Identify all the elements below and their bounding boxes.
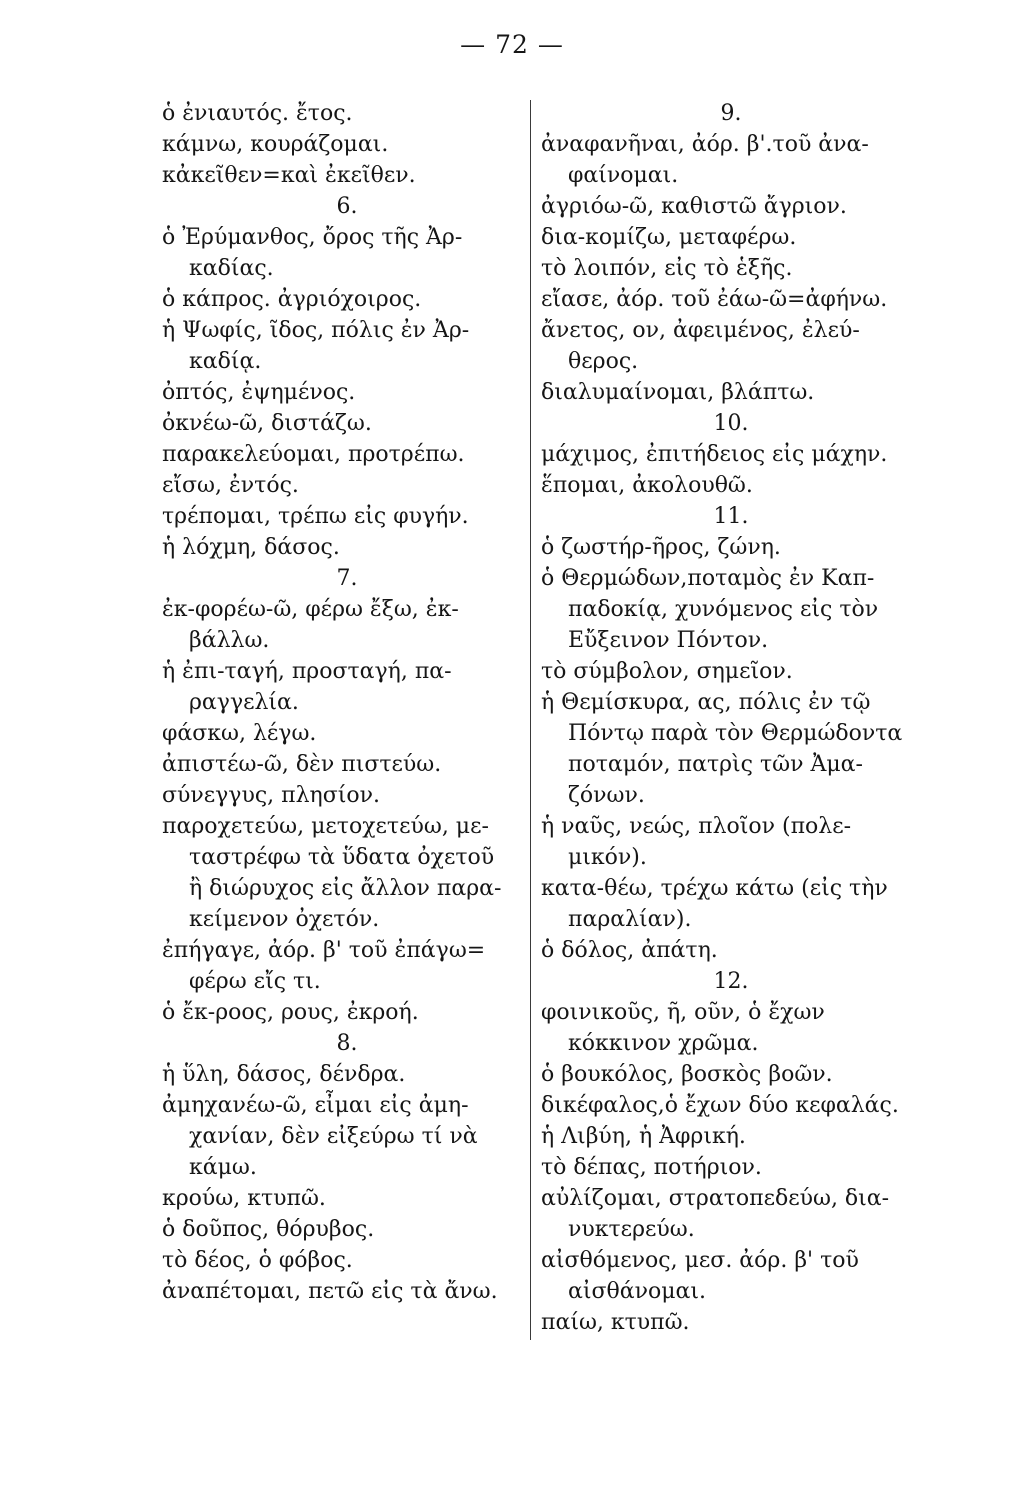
glossary-entry: ἕπομαι, ἀκολουθῶ. xyxy=(541,473,753,498)
glossary-line-continuation: φαίνομαι. xyxy=(568,163,679,188)
glossary-entry: τὸ δέος, ὁ φόβος. xyxy=(162,1248,353,1273)
glossary-entry: ὁ κάπρος. ἀγριόχοιρος. xyxy=(162,287,422,312)
glossary-line-continuation: παδοκίᾳ, χυνόμενος εἰς τὸν xyxy=(568,597,879,622)
glossary-line-continuation: βάλλω. xyxy=(189,628,270,653)
glossary-line-continuation: ταστρέφω τὰ ὕδατα ὀχετοῦ xyxy=(189,845,495,870)
glossary-entry: τὸ δέπας, ποτήριον. xyxy=(541,1155,762,1180)
glossary-entry: ὁ Ἐρύμανθος, ὄρος τῆς Ἀρ- xyxy=(162,225,463,250)
glossary-entry: ὁ βουκόλος, βοσκὸς βοῶν. xyxy=(541,1062,833,1087)
glossary-entry: αὐλίζομαι, στρατοπεδεύω, δια- xyxy=(541,1186,890,1211)
glossary-entry: ὁ δόλος, ἀπάτη. xyxy=(541,938,718,963)
glossary-entry: ἡ λόχμη, δάσος. xyxy=(162,535,340,560)
glossary-entry: παροχετεύω, μετοχετεύω, με- xyxy=(162,814,489,839)
glossary-entry: τὸ σύμβολον, σημεῖον. xyxy=(541,659,793,684)
right-column xyxy=(541,98,921,1338)
glossary-line-continuation: φέρω εἴς τι. xyxy=(189,969,321,994)
glossary-line-continuation: μικόν). xyxy=(568,845,647,870)
glossary-line-continuation: θερος. xyxy=(568,349,639,374)
glossary-entry: εἴασε, ἀόρ. τοῦ ἐάω-ῶ=ἀφήνω. xyxy=(541,287,888,312)
glossary-line-continuation: καδίᾳ. xyxy=(189,349,262,374)
glossary-entry: κρούω, κτυπῶ. xyxy=(162,1186,326,1211)
glossary-entry: δικέφαλος,ὁ ἔχων δύο κεφαλάς. xyxy=(541,1093,899,1118)
glossary-line-continuation: νυκτερεύω. xyxy=(568,1217,695,1242)
glossary-entry: εἴσω, ἐντός. xyxy=(162,473,299,498)
glossary-entry: παίω, κτυπῶ. xyxy=(541,1310,690,1335)
glossary-entry: ὀκνέω-ῶ, διστάζω. xyxy=(162,411,372,436)
glossary-entry: ἄνετος, ον, ἀφειμένος, ἐλεύ- xyxy=(541,318,860,343)
glossary-entry: ἡ ἐπι-ταγή, προσταγή, πα- xyxy=(162,659,452,684)
glossary-entry: ἡ Λιβύη, ἡ Ἀφρική. xyxy=(541,1124,746,1149)
section-number: 7. xyxy=(336,566,358,591)
glossary-entry: ἀπιστέω-ῶ, δὲν πιστεύω. xyxy=(162,752,442,777)
glossary-line-continuation: κείμενον ὀχετόν. xyxy=(189,907,380,932)
glossary-entry: ὁ ἐνιαυτός. ἔτος. xyxy=(162,101,353,126)
glossary-entry: κάμνω, κουράζομαι. xyxy=(162,132,389,157)
glossary-entry: παρακελεύομαι, προτρέπω. xyxy=(162,442,465,467)
glossary-entry: ἐπήγαγε, ἀόρ. β' τοῦ ἐπάγω= xyxy=(162,938,486,963)
glossary-entry: κατα-θέω, τρέχω κάτω (εἰς τὴν xyxy=(541,876,888,901)
glossary-entry: τὸ λοιπόν, εἰς τὸ ἑξῆς. xyxy=(541,256,793,281)
glossary-entry: ἐκ-φορέω-ῶ, φέρω ἔξω, ἐκ- xyxy=(162,597,459,622)
section-number: 12. xyxy=(713,969,749,994)
section-number: 11. xyxy=(713,504,749,529)
glossary-entry: κἀκεῖθεν=καὶ ἐκεῖθεν. xyxy=(162,163,416,188)
section-number: 9. xyxy=(720,101,742,126)
glossary-entry: δια-κομίζω, μεταφέρω. xyxy=(541,225,797,250)
left-column xyxy=(162,98,532,1307)
glossary-entry: μάχιμος, ἐπιτήδειος εἰς μάχην. xyxy=(541,442,888,467)
glossary-entry: ἡ Θεμίσκυρα, ας, πόλις ἐν τῷ xyxy=(541,690,871,715)
glossary-line-continuation: αἰσθάνομαι. xyxy=(568,1279,706,1304)
column-divider xyxy=(530,100,531,1340)
glossary-entry: σύνεγγυς, πλησίον. xyxy=(162,783,380,808)
glossary-line-continuation: Εὔξεινον Πόντον. xyxy=(568,628,769,653)
glossary-entry: αἰσθόμενος, μεσ. ἀόρ. β' τοῦ xyxy=(541,1248,859,1273)
glossary-line-continuation: ποταμόν, πατρὶς τῶν Ἀμα- xyxy=(568,752,863,777)
glossary-entry: ἀμηχανέω-ῶ, εἶμαι εἰς ἀμη- xyxy=(162,1093,469,1118)
section-number: 10. xyxy=(713,411,749,436)
glossary-entry: ὁ Θερμώδων,ποταμὸς ἐν Καπ- xyxy=(541,566,875,591)
glossary-line-continuation: παραλίαν). xyxy=(568,907,692,932)
glossary-line-continuation: χανίαν, δὲν εἰξεύρω τί νὰ xyxy=(189,1124,478,1149)
glossary-entry: ἀγριόω-ῶ, καθιστῶ ἄγριον. xyxy=(541,194,847,219)
section-number: 8. xyxy=(336,1031,358,1056)
section-number: 6. xyxy=(336,194,358,219)
glossary-entry: ὁ ζωστήρ-ῆρος, ζώνη. xyxy=(541,535,781,560)
page-number: — 72 — xyxy=(460,30,564,59)
glossary-line-continuation: κόκκινον χρῶμα. xyxy=(568,1031,759,1056)
glossary-entry: ὀπτός, ἐψημένος. xyxy=(162,380,356,405)
glossary-entry: διαλυμαίνομαι, βλάπτω. xyxy=(541,380,815,405)
glossary-entry: φοινικοῦς, ῆ, οῦν, ὁ ἔχων xyxy=(541,1000,825,1025)
glossary-line-continuation: καδίας. xyxy=(189,256,274,281)
glossary-entry: ἡ ὕλη, δάσος, δένδρα. xyxy=(162,1062,406,1087)
glossary-line-continuation: κάμω. xyxy=(189,1155,257,1180)
glossary-entry: ἡ Ψωφίς, ῖδος, πόλις ἐν Ἀρ- xyxy=(162,318,470,343)
glossary-line-continuation: Πόντῳ παρὰ τὸν Θερμώδοντα xyxy=(568,721,903,746)
glossary-entry: ἀναφανῆναι, ἀόρ. β'.τοῦ ἀνα- xyxy=(541,132,869,157)
glossary-line-continuation: ἢ διώρυχος εἰς ἄλλον παρα- xyxy=(189,876,502,901)
glossary-entry: φάσκω, λέγω. xyxy=(162,721,317,746)
glossary-entry: ἡ ναῦς, νεώς, πλοῖον (πολε- xyxy=(541,814,852,839)
glossary-line-continuation: ζόνων. xyxy=(568,783,645,808)
glossary-entry: ὁ ἔκ-ροος, ρους, ἐκροή. xyxy=(162,1000,419,1025)
glossary-line-continuation: ραγγελία. xyxy=(189,690,299,715)
glossary-entry: ὁ δοῦπος, θόρυβος. xyxy=(162,1217,375,1242)
glossary-entry: ἀναπέτομαι, πετῶ εἰς τὰ ἄνω. xyxy=(162,1279,498,1304)
glossary-entry: τρέπομαι, τρέπω εἰς φυγήν. xyxy=(162,504,469,529)
